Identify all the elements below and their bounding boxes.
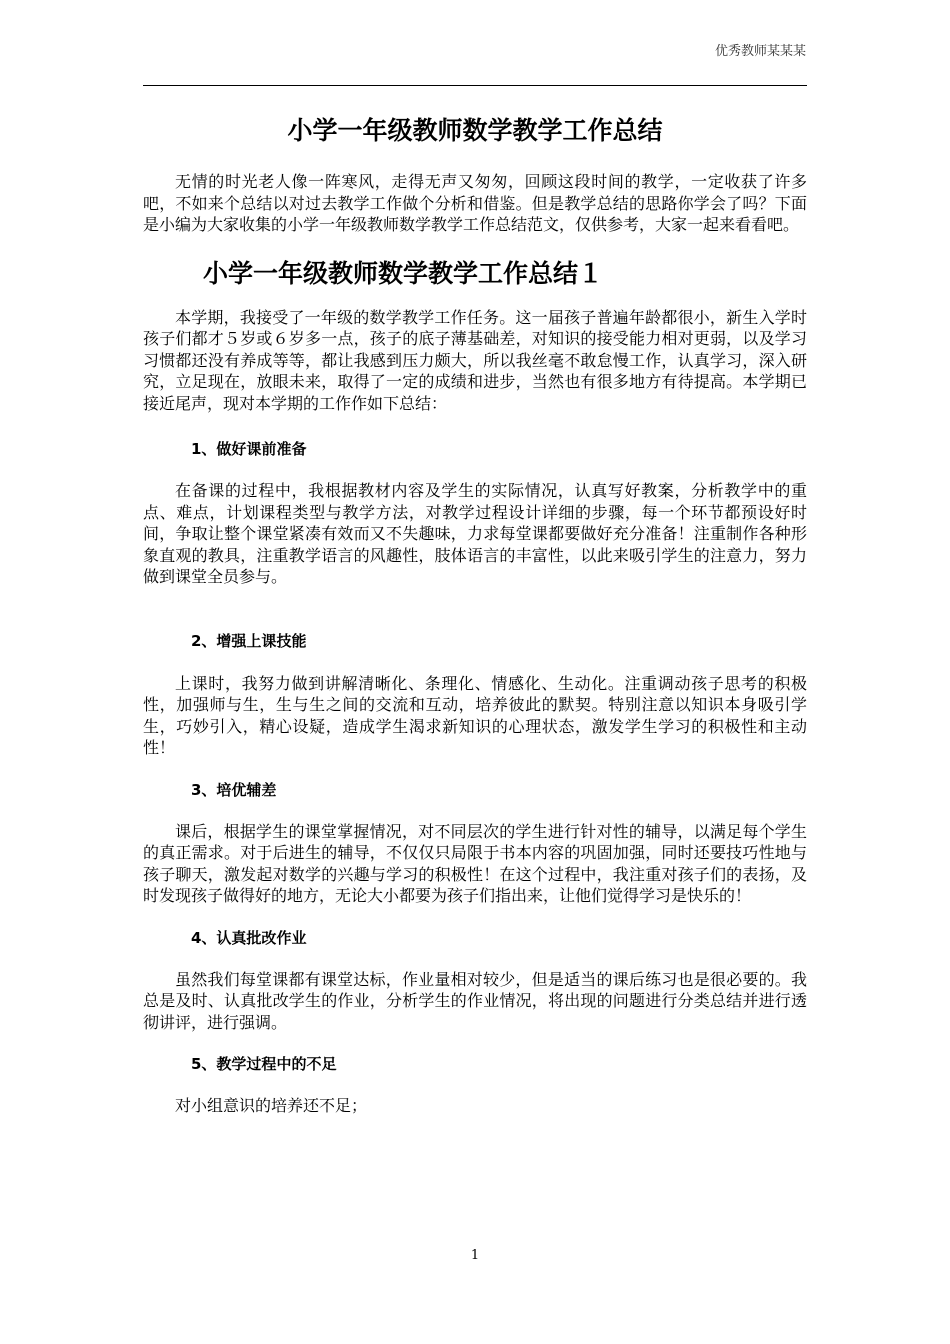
- sub-paragraph-2: 上课时，我努力做到讲解清晰化、条理化、情感化、生动化。注重调动孩子思考的积极性，加强师与生，生与生之间的交流和互动，培养彼此的默契。特别注意以知识本身吸引学生，巧妙引入，精心设疑，造成学生渴求新知识的心理状态，激发学生学习的积极性和主动性！: [143, 673, 807, 757]
- intro-paragraph: 无情的时光老人像一阵寒风，走得无声又匆匆，回顾这段时间的教学，一定收获了许多吧，不如来个总结以对过去教学工作做个分析和借鉴。但是教学总结的思路你学会了吗？下面是小编为大家收集的小学一年级教师数学教学工作总结范文，仅供参考，大家一起来看看吧。: [143, 172, 807, 234]
- sub-heading-1: 1、做好课前准备: [191, 440, 307, 458]
- document-body: [143, 113, 807, 1117]
- sub-heading-3: 3、培优辅差: [191, 780, 277, 799]
- document-title: 小学一年级教师数学教学工作总结: [287, 116, 663, 145]
- sub-heading-5: 5、教学过程中的不足: [191, 1055, 337, 1073]
- sub-heading-4: 4、认真批改作业: [191, 928, 307, 947]
- header-divider: [143, 85, 807, 86]
- section-opening-paragraph: 本学期，我接受了一年级的数学教学工作任务。这一届孩子普遍年龄都很小，新生入学时孩子们都才５岁或６岁多一点，孩子的底子薄基础差，对知识的接受能力相对更弱，以及学习习惯都还没有养成等等，都让我感到压力颇大，所以我丝毫不敢怠慢工作，认真学习，深入研究，立足现在，放眼未来，取得了一定的成绩和进步，当然也有很多地方有待提高。本学期已接近尾声，现对本学期的工作作如下总结：: [143, 307, 807, 413]
- sub-paragraph-1: 在备课的过程中，我根据教材内容及学生的实际情况，认真写好教案，分析教学中的重点、难点，计划课程类型与教学方法，对教学过程设计详细的步骤，每一个环节都预设好时间，争取让整个课堂紧凑有效而又不失趣味，力求每堂课都要做好充分准备！注重制作各种形象直观的教具，注重教学语言的风趣性，肢体语言的丰富性，以此来吸引学生的注意力，努力做到课堂全员参与。: [143, 481, 807, 586]
- section-title: 小学一年级教师数学教学工作总结１: [203, 258, 604, 288]
- sub-paragraph-4: 虽然我们每堂课都有课堂达标，作业量相对较少，但是适当的课后练习也是很必要的。我总是及时、认真批改学生的作业，分析学生的作业情况，将出现的问题进行分类总结并进行透彻讲评，进行强调。: [143, 969, 807, 1032]
- sub-heading-2: 2、增强上课技能: [191, 631, 307, 650]
- sub-paragraph-5: 对小组意识的培养还不足；: [175, 1096, 368, 1115]
- page-number: 1: [470, 1248, 480, 1263]
- sub-paragraph-3: 课后，根据学生的课堂掌握情况，对不同层次的学生进行针对性的辅导，以满足每个学生的真正需求。对于后进生的辅导，不仅仅只局限于书本内容的巩固加强，同时还要技巧性地与孩子聊天，激发起对数学的兴趣与学习的积极性！在这个过程中，我注重对孩子们的表扬，及时发现孩子做得好的地方，无论大小都要为孩子们指出来，让他们觉得学习是快乐的！: [143, 821, 807, 905]
- page-header-text: 优秀教师某某某: [714, 44, 806, 59]
